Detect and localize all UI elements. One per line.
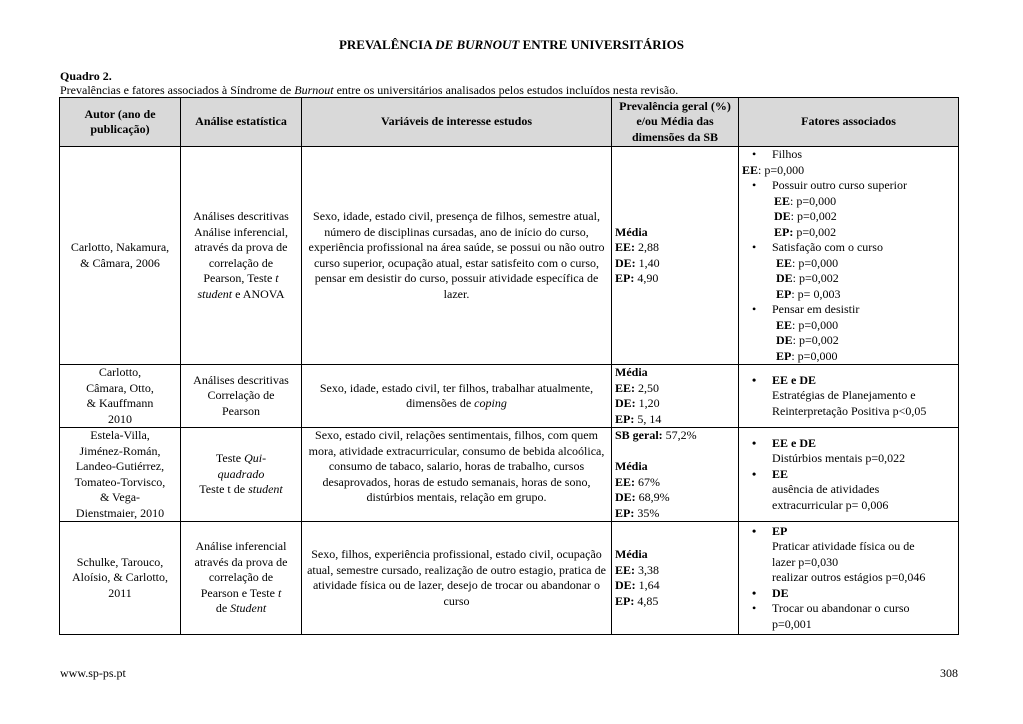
factors-cell: • EP Praticar atividade física ou de lazer p=0,030 realizar outros estágios p=0,046 • DE • Trocar ou abandonar o curso p=0,001 (739, 522, 959, 635)
variables-cell: Sexo, estado civil, relações sentimentais, filhos, com quem mora, atividade extracurricular, consumo de bebida alcoólica, consumo de tabaco, salario, horas de trabalho, cursos desaprovados, horas de estudo semanais, horas de sono, distúrbios mentais, relação em grupo. (302, 428, 612, 522)
header-analysis: Análise estatística (181, 98, 302, 147)
analysis-cell: Teste Qui- quadrado Teste t de student (181, 428, 302, 522)
prevalence-cell: Média EE: 2,50 DE: 1,20 EP: 5, 14 (612, 365, 739, 428)
variables-cell: Sexo, filhos, experiência profissional, estado civil, ocupação atual, semestre cursado, realização de outro estagio, pratica de atividade física ou de lazer, desejo de trocar ou abandonar o curso (302, 522, 612, 635)
caption-label: Quadro 2. (60, 69, 112, 83)
table-row (60, 522, 959, 635)
author-cell: Carlotto, Câmara, Otto, & Kauffmann 2010 (60, 365, 181, 428)
prevalence-cell: Média EE: 2,88 DE: 1,40 EP: 4,90 (612, 147, 739, 365)
variables-cell: Sexo, idade, estado civil, presença de filhos, semestre atual, número de disciplinas cursadas, ano de início do curso, experiência profissional na área saúde, se possui ou não outro curso superior, ocupação atual, estar satisfeito com o curso, pensar em desistir do curso, possuir atividade específica de lazer. (302, 147, 612, 365)
header-prevalence: Prevalência geral (%) e/ou Média das dimensões da SB (612, 98, 739, 147)
prevalence-cell: SB geral: 57,2% Média EE: 67% DE: 68,9% EP: 35% (612, 428, 739, 522)
header-factors: Fatores associados (739, 98, 959, 147)
table-row (60, 147, 959, 365)
factor-bullet: • EE e DE (742, 373, 955, 389)
factors-cell: • EE e DE Estratégias de Planejamento e Reinterpretação Positiva p<0,05 (739, 365, 959, 428)
variables-cell: Sexo, idade, estado civil, ter filhos, trabalhar atualmente, dimensões de coping (302, 365, 612, 428)
factor-bullet: • DE (742, 586, 955, 602)
factor-bullet: • Possuir outro curso superior (742, 178, 955, 194)
factors-cell: • Filhos EE: p=0,000 • Possuir outro curso superior EE: p=0,000 DE: p=0,002 EP: p=0,002 • Satisfação com o curso EE: p=0,000 DE: p=0,002 EP: p= 0,003 • Pensar em desistir EE: p=0,000 DE: p=0,002 EP: p=0,000 (739, 147, 959, 365)
table-row (60, 365, 959, 428)
page-title: PREVALÊNCIA DE BURNOUT ENTRE UNIVERSITÁRIOS (338, 37, 685, 52)
author-cell: Schulke, Tarouco, Aloísio, & Carlotto, 2011 (60, 522, 181, 635)
page-number: 308 (940, 666, 958, 680)
analysis-cell: Análise inferencial através da prova de correlação de Pearson e Teste t de Student (181, 522, 302, 635)
caption-text: Prevalências e fatores associados à Síndrome de Burnout entre os universitários analisados pelos estudos incluídos nesta revisão. (60, 83, 679, 97)
prevalence-cell: Média EE: 3,38 DE: 1,64 EP: 4,85 (612, 522, 739, 635)
studies-table (59, 97, 959, 635)
author-cell: Carlotto, Nakamura, & Câmara, 2006 (60, 147, 181, 365)
header-author: Autor (ano de publicação) (60, 98, 181, 147)
factor-bullet: • EP (742, 524, 955, 540)
analysis-cell: Análises descritivas Análise inferencial, através da prova de correlação de Pearson, Teste t student e ANOVA (181, 147, 302, 365)
factor-bullet: • Trocar ou abandonar o curso (742, 601, 955, 617)
factor-bullet: • Pensar em desistir (742, 302, 955, 318)
factor-bullet: • Filhos (742, 147, 955, 163)
factor-bullet: • EE e DE (742, 436, 955, 452)
table-row (60, 428, 959, 522)
factor-bullet: • EE (742, 467, 955, 483)
footer-url-link[interactable]: www.sp-ps.pt (60, 666, 126, 680)
header-variables: Variáveis de interesse estudos (302, 98, 612, 147)
analysis-cell: Análises descritivas Correlação de Pearson (181, 365, 302, 428)
factor-bullet: • Satisfação com o curso (742, 240, 955, 256)
factors-cell: • EE e DE Distúrbios mentais p=0,022 • EE ausência de atividades extracurricular p= 0,006 (739, 428, 959, 522)
author-cell: Estela-Villa, Jiménez-Román, Landeo-Gutiérrez, Tomateo-Torvisco, & Vega- Dienstmaier, 2010 (60, 428, 181, 522)
table-header-row (60, 98, 959, 147)
